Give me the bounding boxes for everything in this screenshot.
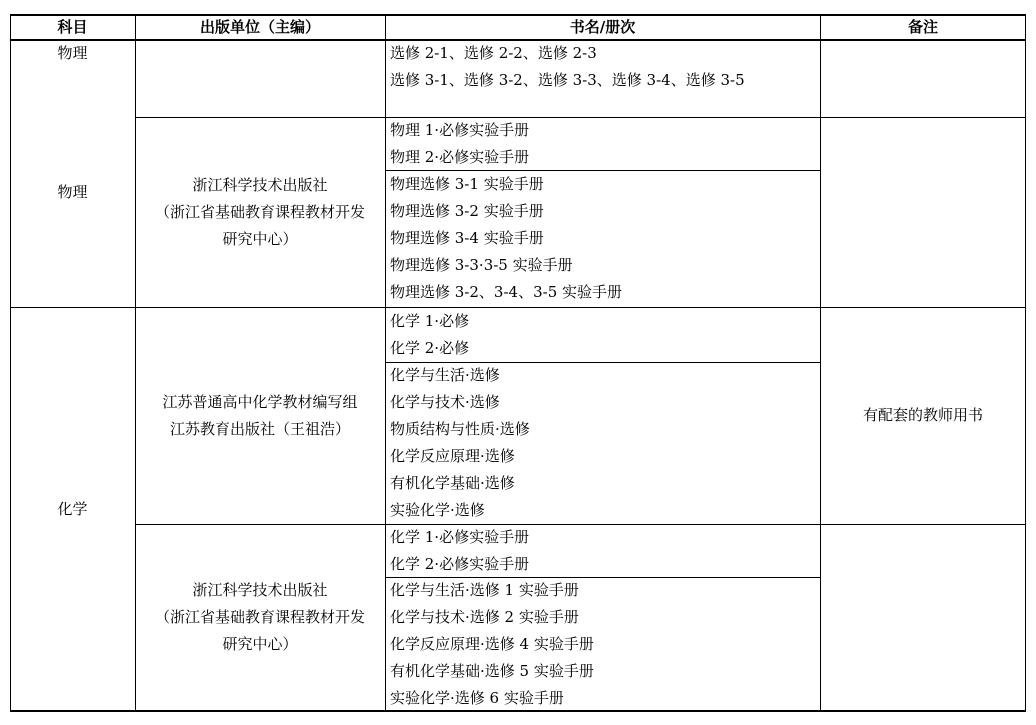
book-list-physics-required-manuals (385, 117, 820, 170)
publisher-line: 研究中心） (222, 229, 298, 248)
publisher-cell-physics-zhejiang (135, 117, 385, 307)
book-line: 选修 2-1、选修 2-2、选修 2-3 (390, 44, 597, 62)
book-list-chemistry-required (385, 307, 820, 362)
book-line: 物理选修 3-2 实验手册 (390, 202, 544, 220)
subject-cell-physics-1 (10, 40, 135, 117)
book-line: 化学与生活·选修 1 实验手册 (390, 581, 579, 599)
book-line: 物理选修 3-3·3-5 实验手册 (390, 256, 573, 274)
book-line: 化学 1·必修 (390, 311, 470, 330)
book-line: 化学与生活·选修 (390, 366, 500, 384)
book-line: 化学与技术·选修 2 实验手册 (390, 608, 579, 626)
publisher-line: 研究中心） (222, 634, 298, 653)
remark-cell-chemistry (820, 307, 1026, 524)
publisher-line: 浙江科学技术出版社 (192, 580, 328, 599)
header-cell-bookname (385, 14, 820, 40)
book-line: 物质结构与性质·选修 (390, 420, 530, 438)
subject-label: 化学 (57, 500, 88, 518)
book-line: 有机化学基础·选修 5 实验手册 (390, 662, 594, 680)
header-label: 科目 (57, 18, 88, 36)
subject-cell-chemistry (10, 307, 135, 712)
publisher-cell-chemistry-jiangsu (135, 307, 385, 524)
book-line: 化学反应原理·选修 (390, 447, 515, 465)
subject-label: 物理 (57, 182, 88, 201)
header-cell-publisher (135, 14, 385, 40)
header-label: 备注 (907, 18, 938, 36)
publisher-line: 江苏普通高中化学教材编写组 (162, 392, 358, 411)
book-line: 实验化学·选修 (390, 501, 485, 519)
header-cell-remark (820, 14, 1026, 40)
book-list-chemistry-required-manuals (385, 524, 820, 577)
book-line: 化学反应原理·选修 4 实验手册 (390, 635, 594, 653)
book-line: 化学 1·必修实验手册 (390, 527, 530, 546)
header-label: 出版单位（主编） (199, 18, 320, 36)
book-line: 化学 2·必修 (390, 338, 470, 357)
publisher-line: （浙江省基础教育课程教材开发 (154, 202, 365, 221)
book-line: 化学与技术·选修 (390, 393, 500, 411)
book-list-physics-electives (385, 40, 820, 117)
book-list-chemistry-electives (385, 362, 820, 524)
book-line: 物理选修 3-4 实验手册 (390, 229, 544, 247)
book-line: 物理 1·必修实验手册 (390, 120, 530, 139)
publisher-line: 浙江科学技术出版社 (192, 175, 328, 194)
publisher-cell-chemistry-zhejiang (135, 524, 385, 710)
book-line: 物理选修 3-2、3-4、3-5 实验手册 (390, 283, 623, 301)
book-line: 化学 2·必修实验手册 (390, 554, 530, 573)
subject-label: 物理 (57, 44, 88, 62)
header-label: 书名/册次 (569, 18, 636, 36)
book-line: 有机化学基础·选修 (390, 474, 515, 492)
header-cell-subject (10, 14, 135, 40)
publisher-line: 江苏教育出版社（王祖浩） (169, 419, 350, 438)
book-line: 物理 2·必修实验手册 (390, 147, 530, 166)
subject-cell-physics-2 (10, 117, 135, 267)
book-list-physics-elective-manuals (385, 170, 820, 307)
book-line: 选修 3-1、选修 3-2、选修 3-3、选修 3-4、选修 3-5 (390, 71, 745, 89)
book-line: 物理选修 3-1 实验手册 (390, 175, 544, 193)
book-list-chemistry-elective-manuals (385, 577, 820, 712)
publisher-line: （浙江省基础教育课程教材开发 (154, 607, 365, 626)
remark-label: 有配套的教师用书 (862, 406, 983, 424)
book-line: 实验化学·选修 6 实验手册 (390, 689, 564, 707)
